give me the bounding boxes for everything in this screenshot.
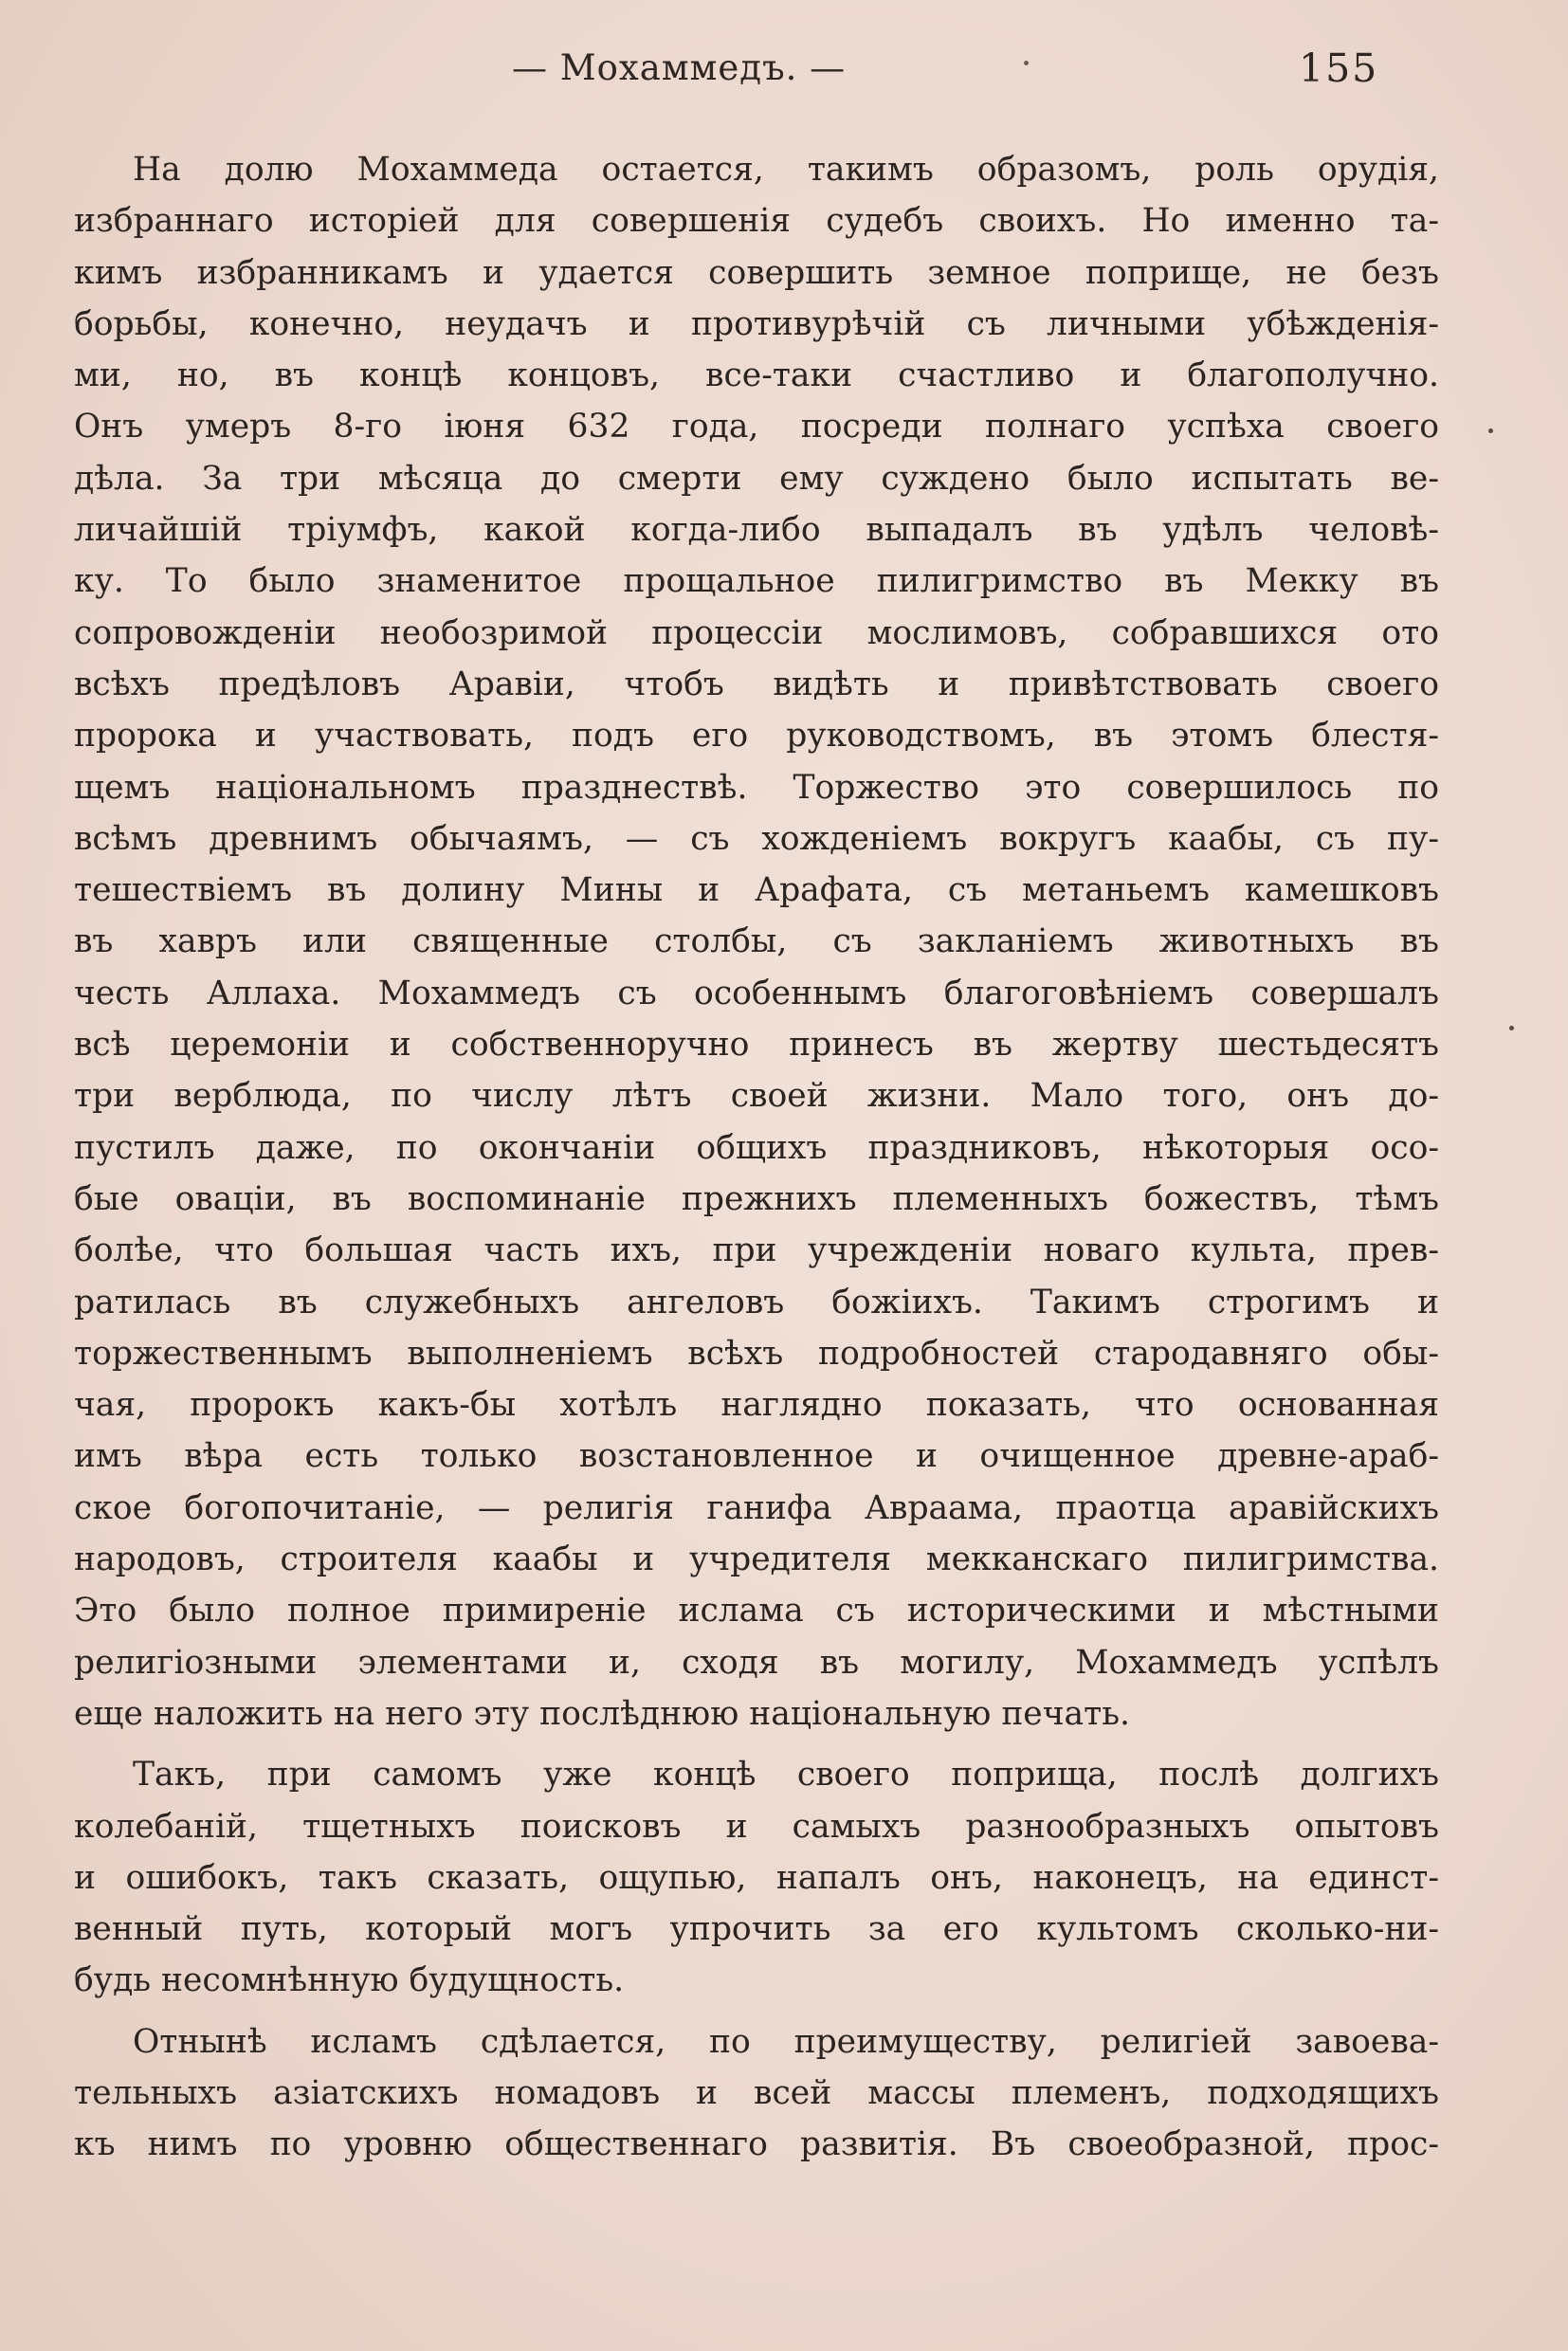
text-line: колебаній, тщетныхъ поисковъ и самыхъ разнообразныхъ опытовъ xyxy=(74,1807,1439,1846)
text-line: бые оваціи, въ воспоминаніе прежнихъ племенныхъ божествъ, тѣмъ xyxy=(74,1179,1439,1218)
text-line: пророка и участвовать, подъ его руководствомъ, въ этомъ блестя- xyxy=(74,717,1439,756)
text-line: болѣе, что большая часть ихъ, при учрежденіи новаго культа, прев- xyxy=(74,1231,1439,1270)
text-line: венный путь, который могъ упрочить за его культомъ сколько-ни- xyxy=(74,1910,1439,1949)
text-line: щемъ національномъ празднествѣ. Торжество это совершилось по xyxy=(74,768,1439,807)
text-line: сопровожденіи необозримой процессіи мослимовъ, собравшихся ото xyxy=(74,613,1439,652)
text-line: тельныхъ азіатскихъ номадовъ и всей массы племенъ, подходящихъ xyxy=(74,2073,1439,2112)
text-line: всѣхъ предѣловъ Аравіи, чтобъ видѣть и привѣтствовать своего xyxy=(74,665,1439,703)
paragraph xyxy=(74,144,1439,1740)
text-line: въ хавръ или священные столбы, съ закланіемъ животныхъ въ xyxy=(74,922,1439,961)
text-line: будь несомнѣнную будущность. xyxy=(74,1961,625,2000)
text-line: Онъ умеръ 8-го іюня 632 года, посреди полнаго успѣха своего xyxy=(74,408,1439,447)
print-speck xyxy=(1024,61,1029,65)
text-line: религіозными элементами и, сходя въ могилу, Мохаммедъ успѣлъ xyxy=(74,1643,1439,1682)
text-line: Отнынѣ исламъ сдѣлается, по преимуществу, религіей завоева- xyxy=(133,2022,1439,2061)
text-line: Такъ, при самомъ уже концѣ своего поприща, послѣ долгихъ xyxy=(133,1756,1439,1795)
text-line: ми, но, въ концѣ концовъ, все-таки счастливо и благополучно. xyxy=(74,356,1439,395)
text-line: тешествіемъ въ долину Мины и Арафата, съ метаньемъ камешковъ xyxy=(74,871,1439,910)
running-title: — Мохаммедъ. — xyxy=(512,47,847,88)
text-line: личайшій тріумфъ, какой когда-либо выпадалъ въ удѣлъ человѣ- xyxy=(74,511,1439,550)
text-line: избраннаго исторіей для совершенія судебъ своихъ. Но именно та- xyxy=(74,202,1439,241)
text-line: кимъ избранникамъ и удается совершить земное поприще, не безъ xyxy=(74,253,1439,292)
text-line: ское богопочитаніе, — религія ганифа Авраама, праотца аравійскихъ xyxy=(74,1488,1439,1527)
running-head xyxy=(0,42,1568,99)
paragraph-gap xyxy=(74,2007,1439,2016)
text-line: На долю Мохаммеда остается, такимъ образомъ, роль орудія, xyxy=(133,151,1439,189)
text-line: и ошибокъ, такъ сказать, ощупью, напалъ онъ, наконецъ, на единст- xyxy=(74,1858,1439,1897)
text-line: чая, пророкъ какъ-бы хотѣлъ наглядно показать, что основанная xyxy=(74,1386,1439,1425)
text-line: народовъ, строителя каабы и учредителя мекканскаго пилигримства. xyxy=(74,1540,1439,1579)
text-line: честь Аллаха. Мохаммедъ съ особеннымъ благоговѣніемъ совершалъ xyxy=(74,974,1439,1012)
text-line: всѣмъ древнимъ обычаямъ, — съ хожденіемъ вокругъ каабы, съ пу- xyxy=(74,819,1439,858)
text-line: борьбы, конечно, неудачъ и противурѣчій съ личными убѣжденія- xyxy=(74,304,1439,343)
body-text xyxy=(74,144,1439,2171)
text-line: три верблюда, по числу лѣтъ своей жизни. Мало того, онъ до- xyxy=(74,1077,1439,1116)
paragraph-gap xyxy=(74,1740,1439,1749)
text-line: еще наложить на него эту послѣднюю національную печать. xyxy=(74,1694,1130,1733)
text-line: пустилъ даже, по окончаніи общихъ праздниковъ, нѣкоторыя осо- xyxy=(74,1128,1439,1167)
paragraph xyxy=(74,2016,1439,2171)
page-number: 155 xyxy=(1299,46,1379,91)
print-speck xyxy=(1488,428,1493,433)
text-line: дѣла. За три мѣсяца до смерти ему суждено было испытать ве- xyxy=(74,459,1439,498)
text-line: имъ вѣра есть только возстановленное и очищенное древне-араб- xyxy=(74,1437,1439,1476)
text-line: торжественнымъ выполненіемъ всѣхъ подробностей стародавняго обы- xyxy=(74,1334,1439,1373)
text-line: ку. То было знаменитое прощальное пилигримство въ Мекку въ xyxy=(74,562,1439,601)
print-speck xyxy=(1509,1026,1514,1030)
text-line: Это было полное примиреніе ислама съ историческими и мѣстными xyxy=(74,1592,1439,1631)
text-line: всѣ церемоніи и собственноручно принесъ въ жертву шестьдесятъ xyxy=(74,1026,1439,1065)
paragraph xyxy=(74,1749,1439,2006)
text-line: ратилась въ служебныхъ ангеловъ божіихъ. Такимъ строгимъ и xyxy=(74,1283,1439,1321)
text-line: къ нимъ по уровню общественнаго развитія. Въ своеобразной, прос- xyxy=(74,2125,1439,2164)
